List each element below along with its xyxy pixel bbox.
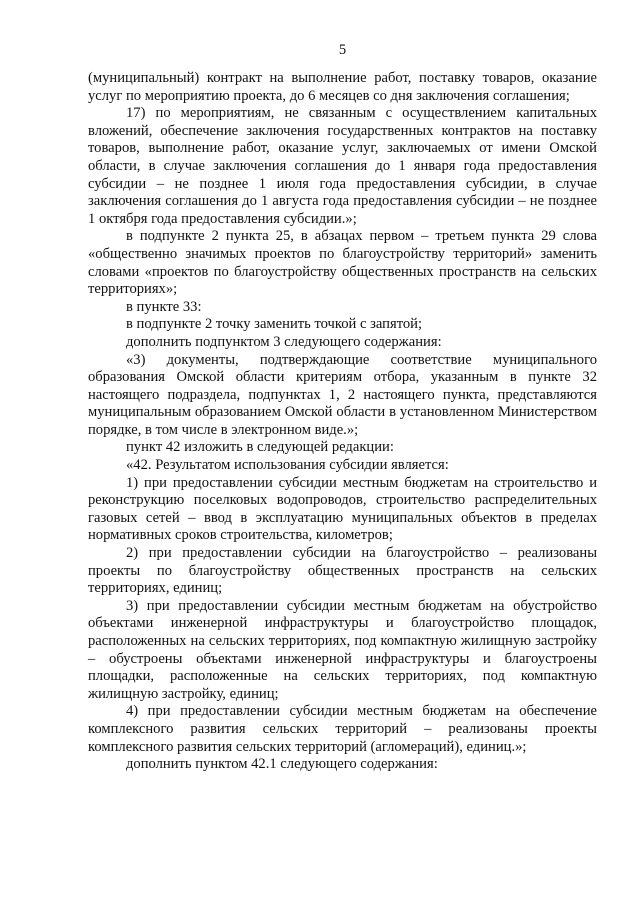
paragraph-result-3: 3) при предоставлении субсидии местным бюджетам на обустройство объектами инженерной инфраструктуры и благоустройство площадок, расположенных на сельских территориях, под компактную жилищную застройку – обустроены объектами инженерной инфраструктуры и благоустроены площадки, расположенные на сельских территориях, под компактную жилищную застройку, единиц; xyxy=(88,597,597,702)
paragraph-point-33: в пункте 33: xyxy=(126,298,202,315)
paragraph-item-17: 17) по мероприятиям, не связанным с осуществлением капитальных вложений, обеспечение заключения государственных контрактов на поставку товаров, выполнение работ, оказание услуг, заключаемых от имени Омской области, в случае заключения соглашения до 1 января года предоставления субсидии – не позднее 1 июля года предоставления субсидии, в случае заключения соглашения до 1 августа года предоставления субсидии – не позднее 1 октября года предоставления субсидии.»; xyxy=(88,105,597,227)
paragraph-result-2: 2) при предоставлении субсидии на благоустройство – реализованы проекты по благоустройству общественных пространств на сельских территориях, единиц; xyxy=(88,545,597,597)
page-number: 5 xyxy=(338,42,347,58)
document-body xyxy=(88,70,597,774)
paragraph-contract-continuation: (муниципальный) контракт на выполнение работ, поставку товаров, оказание услуг по мероприятию проекта, до 6 месяцев со дня заключения соглашения; xyxy=(88,70,597,104)
paragraph-result-4: 4) при предоставлении субсидии местным бюджетам на обеспечение комплексного развития сельских территорий – реализованы проекты комплексного развития сельских территорий (агломераций), единиц.»; xyxy=(88,703,597,755)
paragraph-subitem-2-replace: в подпункте 2 точку заменить точкой с запятой; xyxy=(126,316,423,333)
paragraph-add-subitem-3: дополнить подпунктом 3 следующего содержания: xyxy=(126,333,442,350)
paragraph-point-42-edit: пункт 42 изложить в следующей редакции: xyxy=(126,439,394,456)
paragraph-point-42-result: «42. Результатом использования субсидии является: xyxy=(126,457,449,474)
paragraph-add-point-42-1: дополнить пунктом 42.1 следующего содержания: xyxy=(126,756,438,773)
paragraph-documents: «3) документы, подтверждающие соответствие муниципального образования Омской области критериям отбора, указанным в пункте 32 настоящего подраздела, подпунктах 1, 2 настоящего пункта, представляются муниципальным образованием Омской области в установленном Министерством порядке, в том числе в электронном виде.»; xyxy=(88,351,597,438)
paragraph-subitem-2-point-25: в подпункте 2 пункта 25, в абзацах первом – третьем пункта 29 слова «общественно значимых проектов по благоустройству территорий» заменить словами «проектов по благоустройству общественных пространств на сельских территориях»; xyxy=(88,228,597,298)
paragraph-result-1: 1) при предоставлении субсидии местным бюджетам на строительство и реконструкцию поселковых водопроводов, строительство распределительных газовых сетей – ввод в эксплуатацию муниципальных объектов в пределах нормативных сроков строительства, километров; xyxy=(88,474,597,544)
